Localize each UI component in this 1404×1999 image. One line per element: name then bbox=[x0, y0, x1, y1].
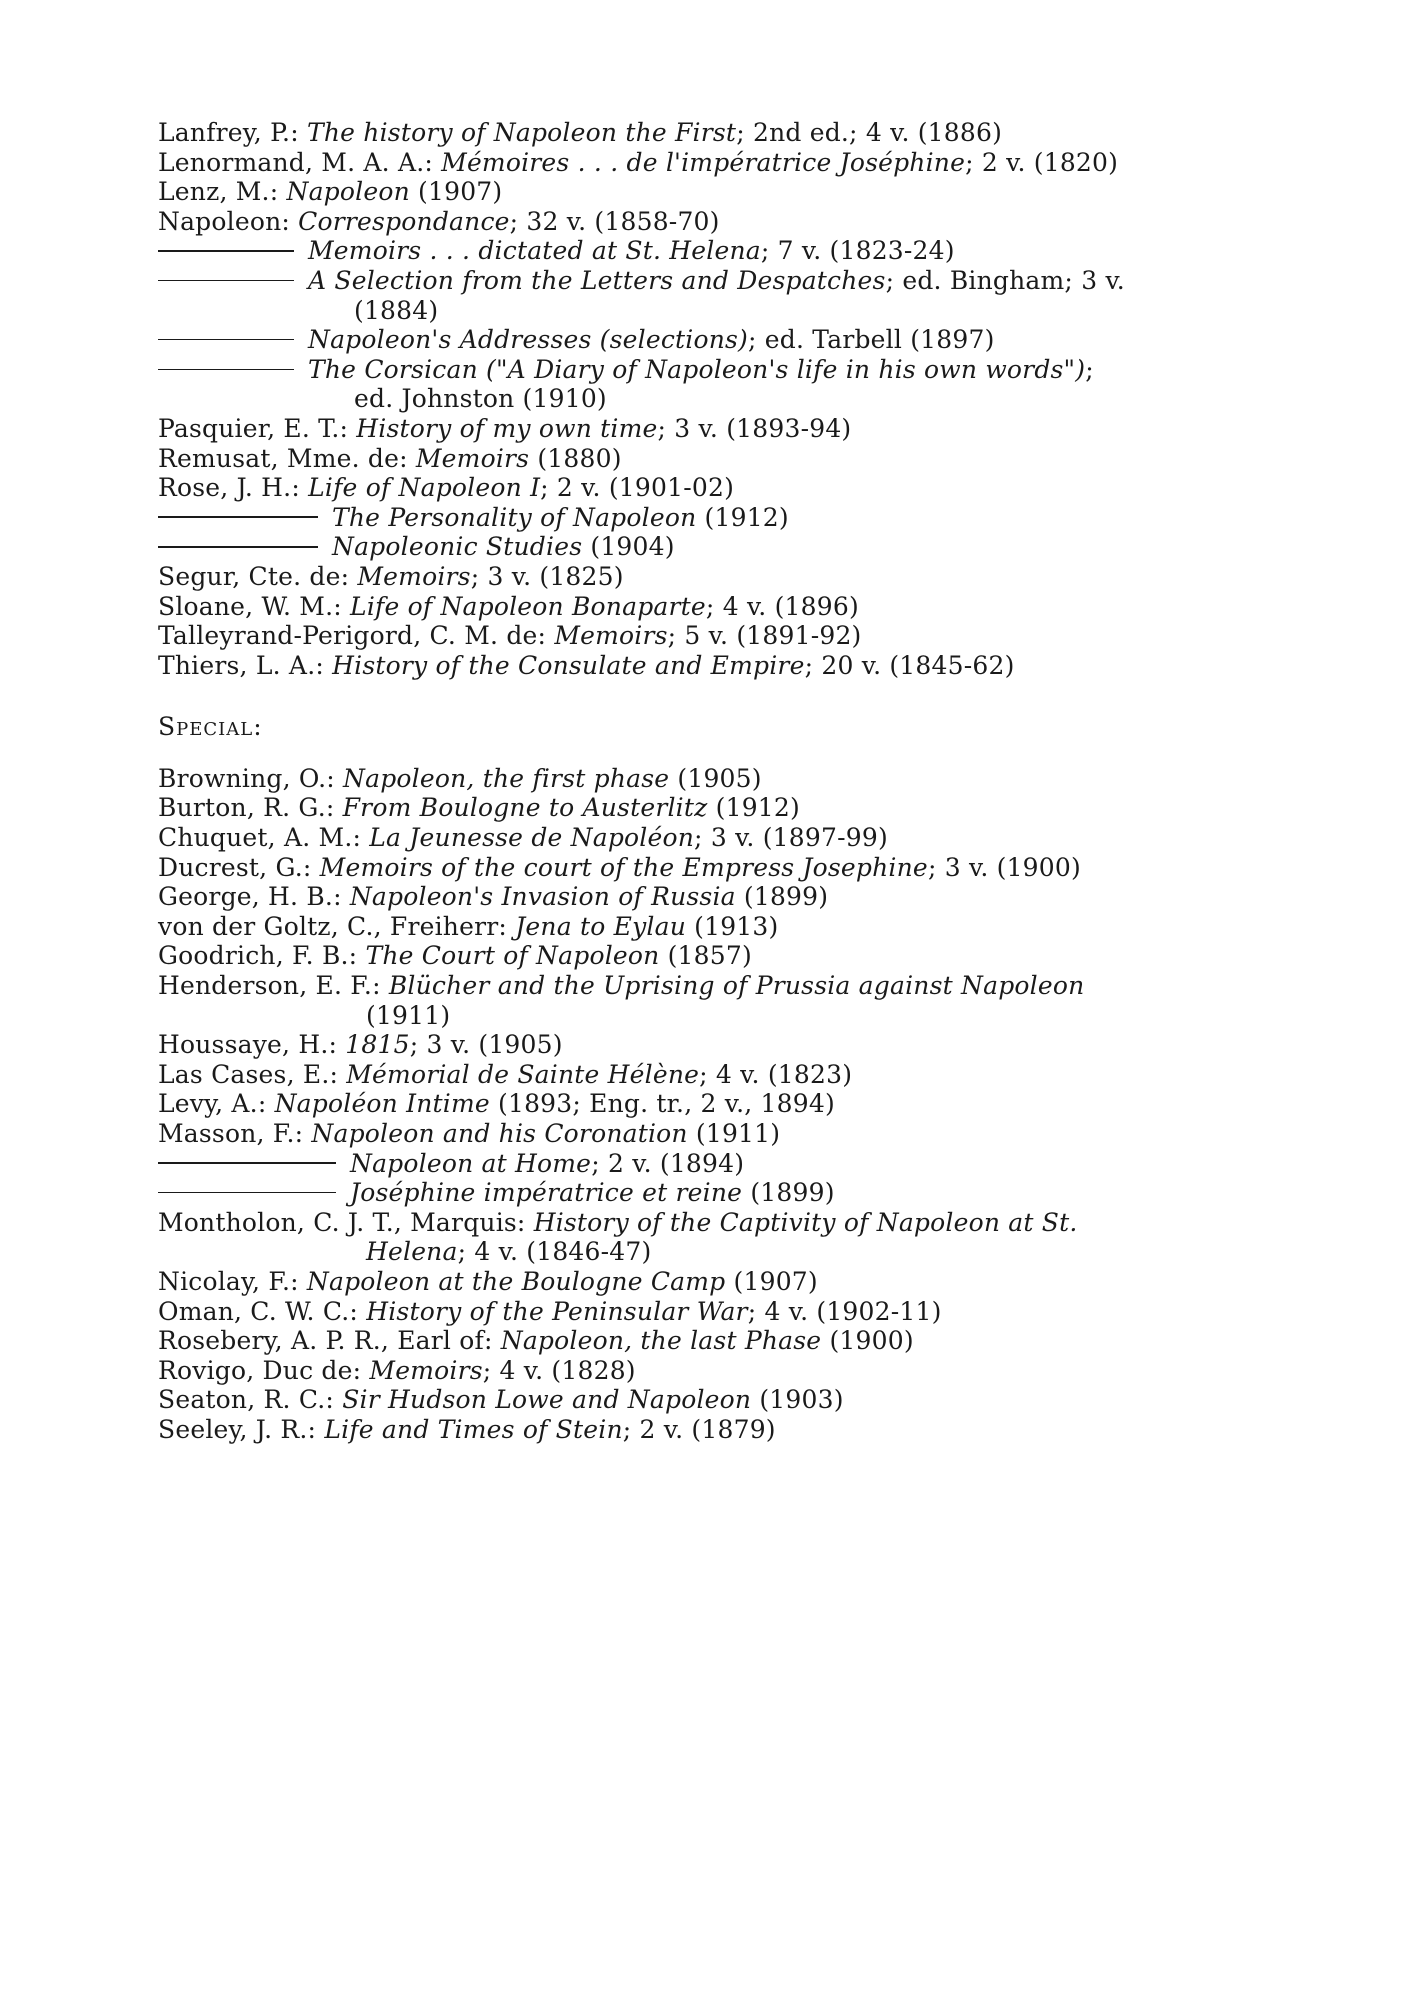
entry-details-continued: (1911) bbox=[366, 1000, 451, 1030]
entry-details: ; 3 v. (1825) bbox=[470, 561, 624, 591]
ditto-rule bbox=[158, 546, 318, 548]
entry-title: History of the Captivity of Napoleon at St. bbox=[533, 1207, 1078, 1237]
entry-author: Rose, J. H.: bbox=[158, 473, 300, 503]
entry-details: ; 4 v. (1896) bbox=[705, 591, 859, 621]
entry-details: (1911) bbox=[687, 1119, 781, 1148]
entry-title: Blücher and the Uprising of Prussia against Napoleon bbox=[388, 971, 1085, 1001]
entry-title: Life and Times of Stein bbox=[324, 1414, 623, 1444]
entry-details-continued: ed. Johnston (1910) bbox=[354, 384, 607, 414]
bibliography-entry bbox=[158, 473, 1268, 503]
entry-title: Sir Hudson Lowe and Napoleon bbox=[342, 1385, 752, 1415]
entry-continuation bbox=[158, 1237, 1268, 1267]
entry-details: (1913) bbox=[686, 911, 779, 941]
entry-title: Napoleon and his Coronation bbox=[311, 1119, 688, 1148]
bibliography-entry bbox=[158, 621, 1268, 651]
bibliography-entry bbox=[158, 118, 1268, 148]
bibliography-entry bbox=[158, 1030, 1268, 1060]
entry-title: Memoirs bbox=[369, 1355, 483, 1385]
ditto-rule bbox=[158, 339, 294, 341]
entry-author: Thiers, L. A.: bbox=[158, 650, 324, 680]
entry-details: ; 2 v. (1894) bbox=[591, 1148, 745, 1178]
entry-details: ; 3 v. (1893-94) bbox=[657, 413, 852, 443]
bibliography-entry bbox=[158, 148, 1268, 178]
bibliography-entry bbox=[158, 236, 1268, 266]
entry-title: History of the Peninsular War bbox=[366, 1296, 748, 1326]
bibliography-entry bbox=[158, 971, 1268, 1030]
entry-details: (1903) bbox=[751, 1385, 844, 1415]
bibliography-entry bbox=[158, 1356, 1268, 1386]
entry-author: Chuquet, A. M.: bbox=[158, 823, 362, 853]
entry-author: Las Cases, E.: bbox=[158, 1059, 339, 1089]
ditto-rule bbox=[158, 369, 294, 371]
entry-details: ; 32 v. (1858-70) bbox=[509, 206, 720, 236]
entry-author: Goodrich, F. B.: bbox=[158, 941, 358, 971]
bibliography-entry bbox=[158, 1060, 1268, 1090]
bibliography-entry bbox=[158, 853, 1268, 883]
entry-author: Burton, R. G.: bbox=[158, 793, 335, 823]
entry-author: Pasquier, E. T.: bbox=[158, 413, 349, 443]
entry-author: Nicolay, F.: bbox=[158, 1266, 299, 1296]
entry-title: La Jeunesse de Napoléon bbox=[369, 823, 695, 853]
entry-details: ; 4 v. (1823) bbox=[699, 1059, 853, 1089]
general-section bbox=[158, 118, 1268, 680]
entry-title: Life of Napoleon I bbox=[308, 473, 541, 503]
bibliography-entry bbox=[158, 1149, 1268, 1179]
entry-author: Seaton, R. C.: bbox=[158, 1385, 335, 1415]
entry-continuation bbox=[158, 296, 1268, 326]
bibliography-entry bbox=[158, 266, 1268, 325]
entry-details: (1880) bbox=[529, 443, 622, 473]
entry-author: Sloane, W. M.: bbox=[158, 591, 342, 621]
entry-author: Lenormand, M. A. A.: bbox=[158, 147, 433, 177]
entry-details: (1899) bbox=[735, 882, 829, 912]
bibliography-entry bbox=[158, 793, 1268, 823]
entry-title: Memoirs bbox=[357, 561, 471, 591]
entry-title: The Personality of Napoleon bbox=[332, 502, 697, 532]
entry-title: A Selection from the Letters and Despatches bbox=[308, 265, 886, 295]
bibliography-entry bbox=[158, 1208, 1268, 1267]
special-section bbox=[158, 764, 1268, 1445]
entry-details: (1905) bbox=[669, 763, 762, 793]
entry-details: ; 3 v. (1897-99) bbox=[694, 823, 888, 853]
bibliography-entry bbox=[158, 562, 1268, 592]
bibliography-entry bbox=[158, 444, 1268, 474]
entry-title: From Boulogne to Austerlitz bbox=[342, 793, 708, 823]
entry-title: History of the Consulate and Empire bbox=[332, 650, 805, 680]
ditto-rule bbox=[158, 250, 294, 252]
entry-title: The Court of Napoleon bbox=[365, 941, 660, 971]
bibliography-entry bbox=[158, 177, 1268, 207]
bibliography-entry bbox=[158, 941, 1268, 971]
entry-author: von der Goltz, C., Freiherr: bbox=[158, 911, 508, 941]
entry-details: (1900) bbox=[821, 1326, 914, 1356]
bibliography-page bbox=[158, 118, 1268, 1445]
entry-title: Correspondance bbox=[298, 206, 510, 236]
entry-title: Joséphine impératrice et reine bbox=[350, 1178, 743, 1208]
entry-title: History of my own time bbox=[356, 413, 658, 443]
entry-details: (1912) bbox=[696, 502, 789, 532]
bibliography-entry bbox=[158, 1119, 1268, 1149]
entry-author: Masson, F.: bbox=[158, 1119, 304, 1148]
ditto-rule bbox=[158, 1192, 336, 1194]
entry-details-continued: (1884) bbox=[354, 295, 439, 325]
bibliography-entry bbox=[158, 532, 1268, 562]
bibliography-entry bbox=[158, 207, 1268, 237]
entry-details: (1857) bbox=[659, 941, 752, 971]
bibliography-entry bbox=[158, 1297, 1268, 1327]
entry-title: Memoirs of the court of the Empress Josephine bbox=[319, 852, 928, 882]
ditto-rule bbox=[158, 280, 294, 282]
entry-author: Montholon, C. J. T., Marquis: bbox=[158, 1207, 526, 1237]
ditto-rule bbox=[158, 516, 318, 518]
ditto-rule bbox=[158, 1162, 336, 1164]
entry-author: Seeley, J. R.: bbox=[158, 1414, 317, 1444]
entry-title: Napoleon bbox=[286, 177, 410, 207]
entry-details: ; 2 v. (1901-02) bbox=[540, 473, 735, 503]
bibliography-entry bbox=[158, 1267, 1268, 1297]
entry-title: Mémorial de Sainte Hélène bbox=[346, 1059, 700, 1089]
entry-details: ; 2 v. (1820) bbox=[965, 147, 1119, 177]
bibliography-entry bbox=[158, 325, 1268, 355]
bibliography-entry bbox=[158, 503, 1268, 533]
entry-title: Napoleon, the last Phase bbox=[500, 1326, 822, 1356]
entry-details: ; ed. Tarbell (1897) bbox=[748, 325, 995, 355]
entry-author: Oman, C. W. C.: bbox=[158, 1296, 359, 1326]
entry-author: Rovigo, Duc de: bbox=[158, 1355, 362, 1385]
bibliography-entry bbox=[158, 1385, 1268, 1415]
entry-title: Memoirs . . . dictated at St. Helena bbox=[308, 236, 761, 266]
entry-author: George, H. B.: bbox=[158, 882, 342, 912]
entry-details: (1893; Eng. tr., 2 v., 1894) bbox=[489, 1089, 835, 1119]
entry-details: (1907) bbox=[409, 177, 503, 207]
entry-author: Lenz, M.: bbox=[158, 177, 279, 207]
entry-title: Napoleon at Home bbox=[350, 1148, 592, 1178]
entry-details: (1904) bbox=[582, 532, 675, 562]
bibliography-entry bbox=[158, 823, 1268, 853]
entry-author: Levy, A.: bbox=[158, 1089, 267, 1119]
entry-title: 1815 bbox=[345, 1030, 410, 1060]
entry-details: (1912) bbox=[707, 793, 800, 823]
entry-title: Napoléon Intime bbox=[274, 1089, 490, 1119]
entry-details-continued: ; 4 v. (1846-47) bbox=[457, 1237, 652, 1267]
bibliography-entry bbox=[158, 912, 1268, 942]
entry-title: Mémoires . . . de l'impératrice Joséphine bbox=[441, 147, 966, 177]
entry-author: Henderson, E. F.: bbox=[158, 971, 381, 1001]
entry-details: ; 2 v. (1879) bbox=[622, 1414, 776, 1444]
bibliography-entry bbox=[158, 764, 1268, 794]
bibliography-entry bbox=[158, 651, 1268, 681]
entry-title: Memoirs bbox=[415, 443, 530, 473]
entry-author: Ducrest, G.: bbox=[158, 852, 312, 882]
bibliography-entry bbox=[158, 1089, 1268, 1119]
entry-title: Memoirs bbox=[554, 621, 668, 651]
entry-details: ; 5 v. (1891-92) bbox=[667, 621, 862, 651]
entry-details: ; ed. Bingham; 3 v. bbox=[885, 265, 1125, 295]
entry-title: Napoleonic Studies bbox=[332, 532, 583, 562]
entry-author: Remusat, Mme. de: bbox=[158, 443, 408, 473]
bibliography-entry bbox=[158, 1326, 1268, 1356]
entry-details: (1907) bbox=[725, 1266, 818, 1296]
bibliography-entry bbox=[158, 355, 1268, 414]
entry-title: The history of Napoleon the First bbox=[306, 118, 737, 147]
entry-title: The Corsican ("A Diary of Napoleon's life in his own words") bbox=[308, 354, 1086, 384]
entry-title: Jena to Eylau bbox=[515, 911, 686, 941]
entry-details: ; 3 v. (1905) bbox=[409, 1030, 563, 1060]
entry-title: Napoleon's Addresses (selections) bbox=[308, 325, 749, 355]
entry-title: Napoleon, the first phase bbox=[343, 763, 670, 793]
entry-title: Napoleon's Invasion of Russia bbox=[349, 882, 736, 912]
entry-details: ; 3 v. (1900) bbox=[927, 852, 1081, 882]
entry-details: ; 2nd ed.; 4 v. (1886) bbox=[736, 118, 1003, 147]
entry-details: ; 20 v. (1845-62) bbox=[804, 650, 1015, 680]
entry-author: Napoleon: bbox=[158, 206, 291, 236]
entry-author: Segur, Cte. de: bbox=[158, 561, 350, 591]
entry-author: Browning, O.: bbox=[158, 763, 335, 793]
entry-title: Life of Napoleon Bonaparte bbox=[350, 591, 706, 621]
special-heading: Special: bbox=[158, 712, 263, 742]
entry-continuation bbox=[158, 1001, 1268, 1031]
entry-details: ; 7 v. (1823-24) bbox=[760, 236, 955, 266]
entry-details: ; 4 v. (1902-11) bbox=[747, 1296, 942, 1326]
bibliography-entry bbox=[158, 592, 1268, 622]
entry-title-continued: Helena bbox=[366, 1237, 458, 1267]
bibliography-entry bbox=[158, 414, 1268, 444]
entry-details: ; bbox=[1085, 354, 1094, 384]
entry-details: ; 4 v. (1828) bbox=[482, 1355, 636, 1385]
entry-author: Lanfrey, P.: bbox=[158, 118, 299, 147]
entry-author: Houssaye, H.: bbox=[158, 1030, 338, 1060]
bibliography-entry bbox=[158, 1415, 1268, 1445]
bibliography-entry bbox=[158, 882, 1268, 912]
entry-title: Napoleon at the Boulogne Camp bbox=[306, 1266, 726, 1296]
entry-continuation bbox=[158, 384, 1268, 414]
entry-author: Rosebery, A. P. R., Earl of: bbox=[158, 1326, 493, 1356]
entry-author: Talleyrand-Perigord, C. M. de: bbox=[158, 621, 547, 651]
entry-details: (1899) bbox=[742, 1178, 835, 1208]
bibliography-entry bbox=[158, 1178, 1268, 1208]
